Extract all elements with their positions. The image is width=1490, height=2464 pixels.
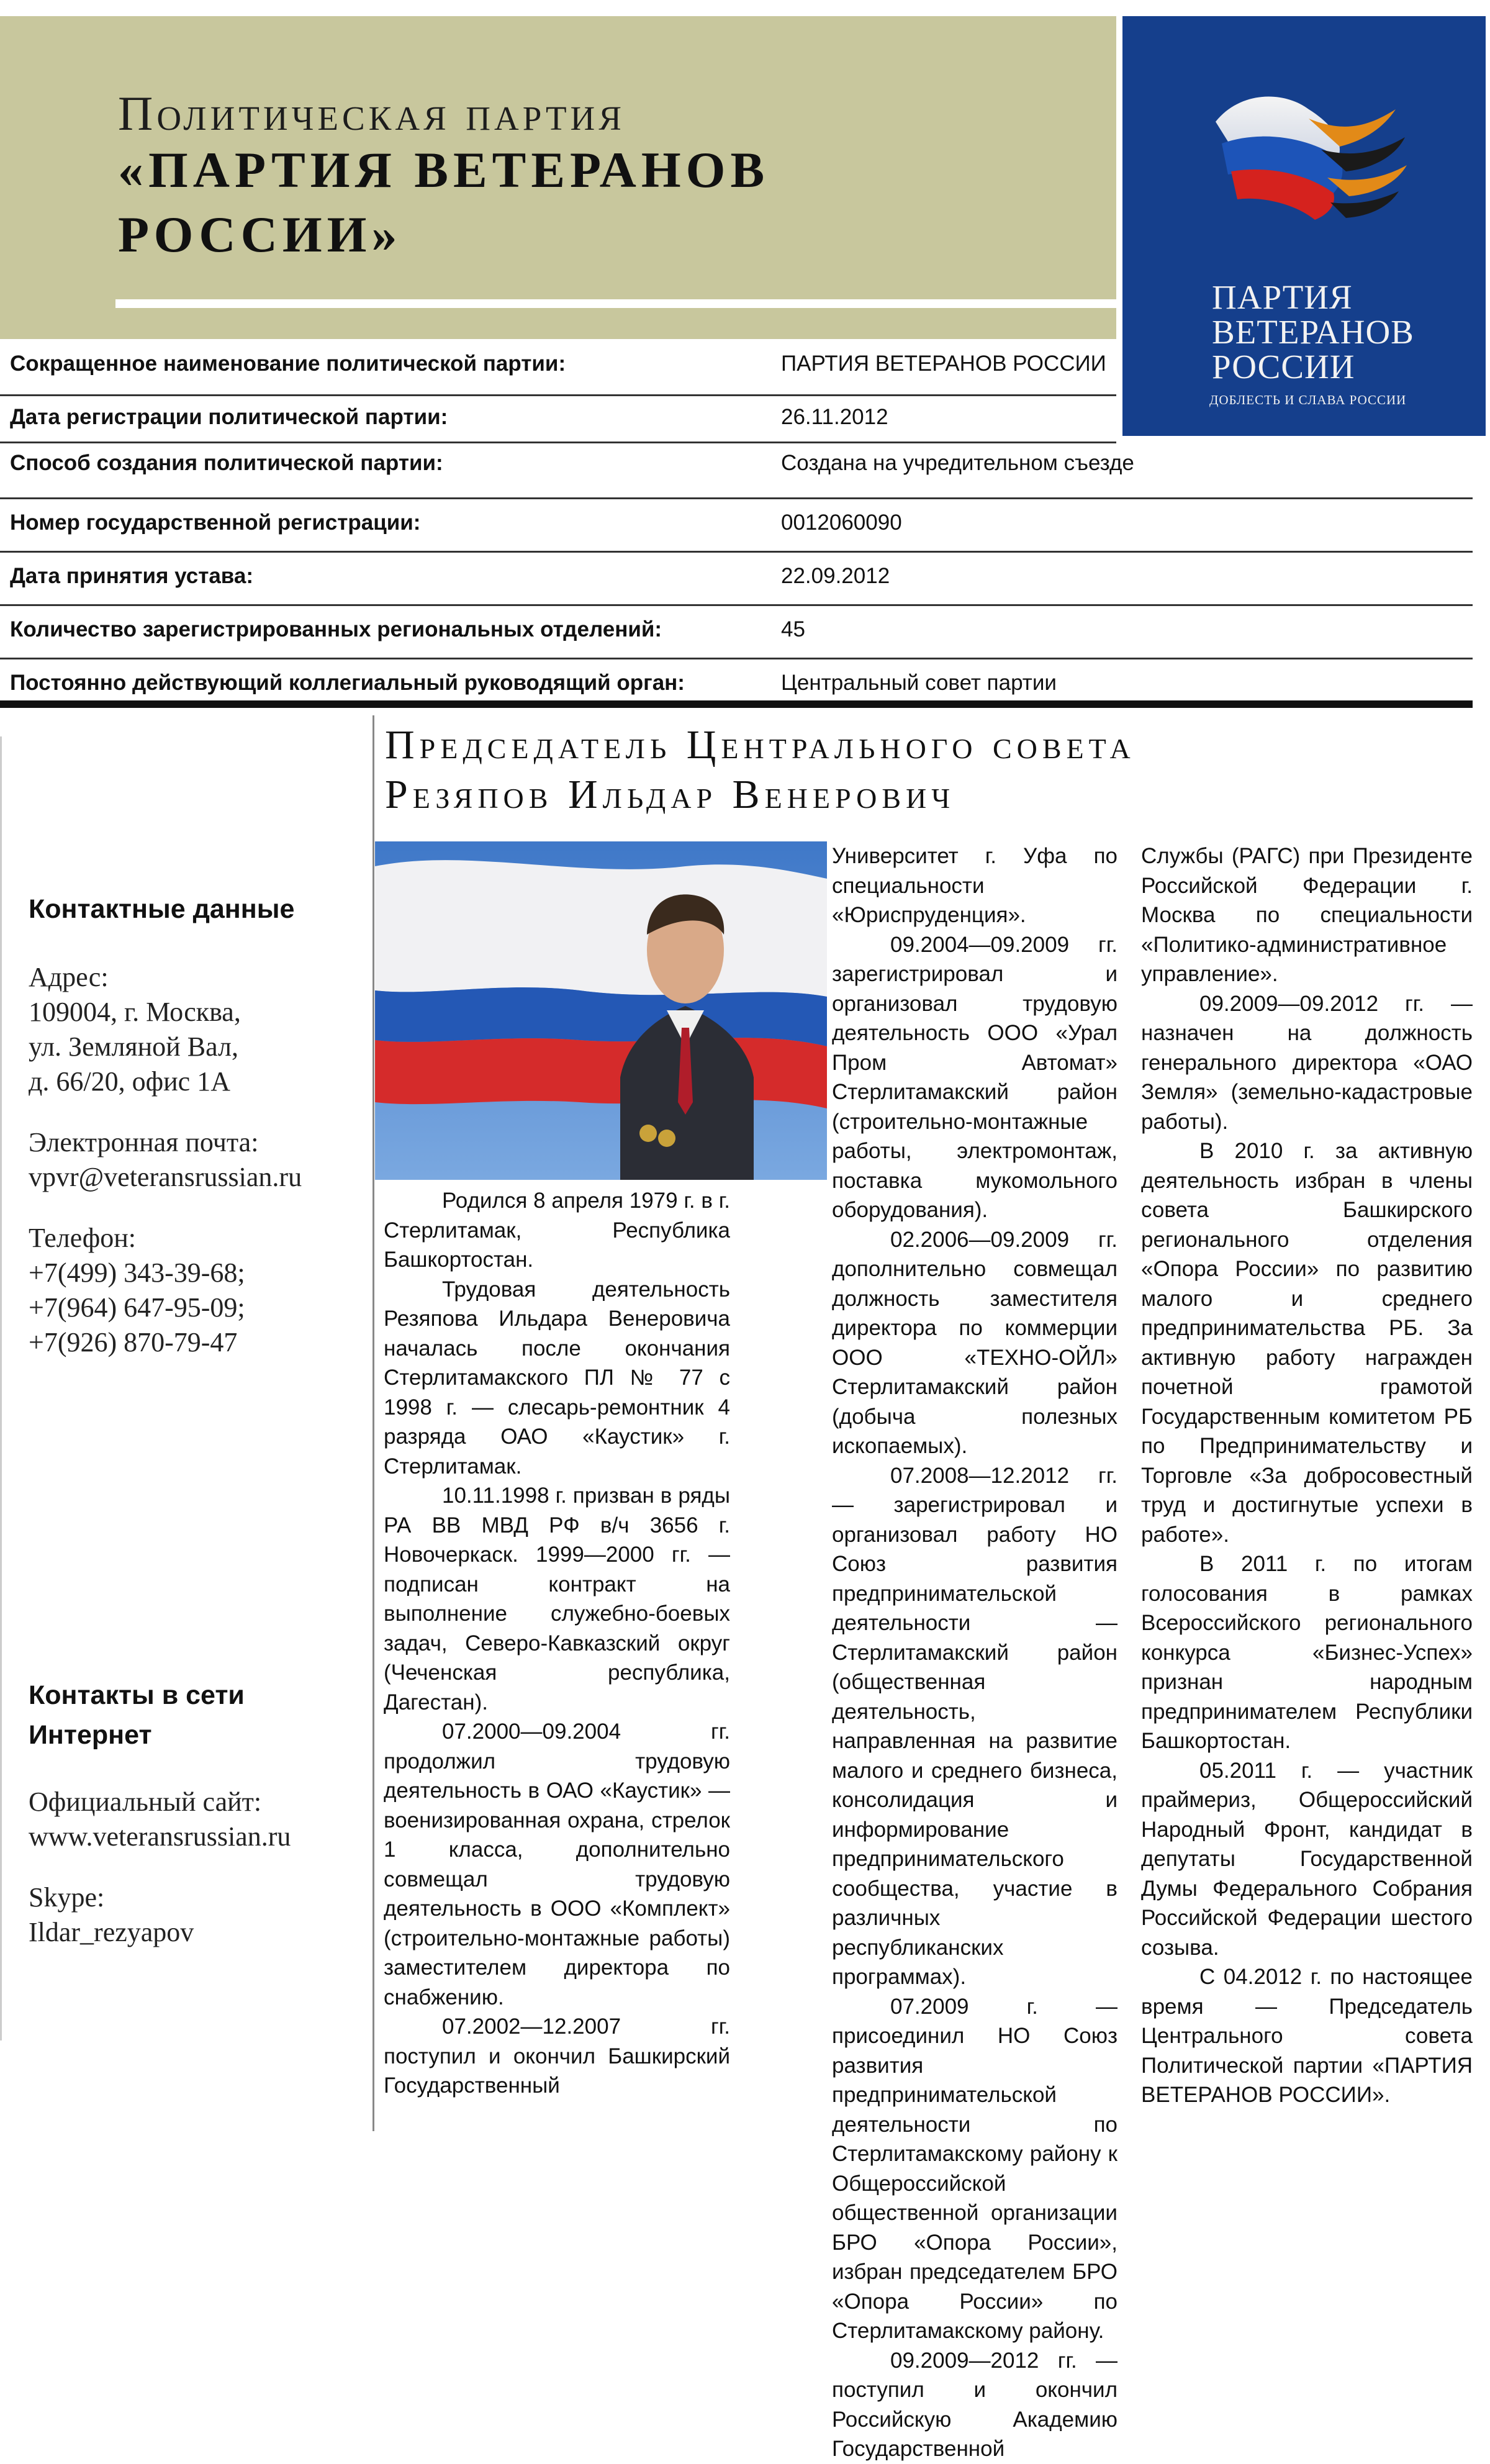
bio-paragraph: Трудовая деятельность Резяпова Ильдара Венеровича началась после окончания Стерлитамакского ПЛ № 77 с 1998 г. — слесарь-ремонтник 4 разряда ОАО «Каустик» г. Стерлитамак. (384, 1277, 730, 1479)
info-value: 22.09.2012 (781, 564, 890, 588)
info-value: 0012060090 (781, 510, 902, 535)
bio-paragraph: 07.2002—12.2007 гг. поступил и окончил Башкирский Государственный (384, 2014, 730, 2098)
info-row-charter-date (0, 553, 1473, 606)
header-title-line1: Политическая партия (118, 86, 625, 140)
info-row-registration-number (0, 499, 1473, 553)
bio-paragraph: 02.2006—09.2009 гг. дополнительно совмещал должность заместителя директора по коммерции ООО «ТЕХНО-ОЙЛ» Стерлитамакский район (добыча полезных ископаемых). (832, 1227, 1118, 1458)
info-label: Дата принятия устава: (10, 564, 253, 588)
chairman-title (385, 720, 1136, 820)
info-row-regional-branches (0, 606, 1473, 659)
info-value: ПАРТИЯ ВЕТЕРАНОВ РОССИИ (781, 351, 1106, 376)
contacts-phones: Телефон: +7(499) 343-39-68; +7(964) 647-95-09; +7(926) 870-79-47 (29, 1221, 364, 1360)
bio-paragraph: 05.2011 г. — участник праймериз, Общероссийский Народный Фронт, кандидат в депутаты Государственной Думы Федерального Собрания Российской Федерации шестого созыва. (1141, 1758, 1473, 1960)
phone-number: +7(499) 343-39-68; (29, 1257, 245, 1288)
contacts-email: Электронная почта: vpvr@veteransrussian.ru (29, 1125, 364, 1195)
info-label: Дата регистрации политической партии: (10, 405, 448, 429)
website-link[interactable]: www.veteransrussian.ru (29, 1821, 291, 1852)
info-label: Постоянно действующий коллегиальный руководящий орган: (10, 671, 685, 695)
email-link[interactable]: vpvr@veteransrussian.ru (29, 1162, 302, 1192)
info-label: Номер государственной регистрации: (10, 510, 421, 535)
phone-number: +7(926) 870-79-47 (29, 1327, 238, 1357)
bio-column-2 (832, 841, 1118, 2461)
phone-number: +7(964) 647-95-09; (29, 1292, 245, 1323)
info-row-governing-body (0, 659, 1473, 702)
info-label: Сокращенное наименование политической партии: (10, 351, 566, 376)
chairman-position: Председатель Центрального совета (385, 722, 1136, 768)
bio-paragraph: 09.2009—09.2012 гг. — назначен на должность генерального директора «ОАО Земля» (земельно-кадастровые работы). (1141, 991, 1473, 1134)
bio-column-3 (1141, 841, 1473, 2130)
bio-paragraph: 09.2004—09.2009 гг. зарегистрировал и организовал трудовую деятельность ООО «Урал Пром Автомат» Стерлитамакский район (строительно-монтажные работы, электромонтаж, поставка мукомольного оборудования). (832, 932, 1118, 1222)
bio-paragraph: Родился 8 апреля 1979 г. в г. Стерлитамак, Республика Башкортостан. (384, 1189, 730, 1272)
bio-column-1 (384, 1186, 730, 2130)
bio-paragraph: С 04.2012 г. по настоящее время — Председатель Центрального совета Политической партии «ПАРТИЯ ВЕТЕРАНОВ РОССИИ». (1141, 1965, 1473, 2107)
logo-party-name: ПАРТИЯ ВЕТЕРАНОВ РОССИИ (1212, 278, 1414, 386)
bio-paragraph: Университет г. Уфа по специальности «Юриспруденция». (832, 844, 1118, 927)
flag-ribbon-icon (1122, 16, 1486, 277)
logo-motto: ДОБЛЕСТЬ И СЛАВА РОССИИ (1209, 392, 1407, 407)
sidebar-divider (372, 715, 374, 2131)
info-row-creation-method (0, 443, 1473, 499)
info-label: Способ создания политической партии: (10, 451, 443, 475)
bio-paragraph: В 2011 г. по итогам голосования в рамках Всероссийского регионального конкурса «Бизнес-Успех» признан народным предпринимателем Республики Башкортостан. (1141, 1552, 1473, 1753)
party-logo (1122, 16, 1486, 436)
contacts-address: Адрес: 109004, г. Москва, ул. Земляной Вал, д. 66/20, офис 1А (29, 962, 241, 1097)
chairman-photo (375, 841, 827, 1180)
contacts-heading: Контактные данные (29, 894, 295, 924)
internet-site: Официальный сайт: www.veteransrussian.ru (29, 1785, 364, 1854)
info-row-short-name (0, 343, 1116, 396)
header-rule (115, 299, 1116, 308)
header-title-line2: «ПАРТИЯ ВЕТЕРАНОВ РОССИИ» (118, 142, 770, 263)
bio-paragraph: 07.2008—12.2012 гг. — зарегистрировал и организовал работу НО Союз развития предпринимательской деятельности — Стерлитамакский район (общественная деятельность, направленная на развитие малого и среднего бизнеса, консолидация и информирование предпринимательского сообщества, участие в различных республиканских программах). (832, 1463, 1118, 1989)
info-value: Центральный совет партии (781, 671, 1057, 695)
bio-paragraph: 07.2009 г. — присоединил НО Союз развития предпринимательской деятельности по Стерлитамакскому району к Общероссийской общественной организации БРО «Опора России», избран председателем БРО «Опора России» по Стерлитамакскому району. (832, 1994, 1118, 2343)
info-value: 45 (781, 617, 805, 641)
bio-paragraph: В 2010 г. за активную деятельность избран в члены совета Башкирского регионального отделения «Опора России» по развитию малого и среднего предпринимательства РБ. За активную работу награжден почетной грамотой Государственным комитетом РБ по Предпринимательству и Торговле «За добросовестный труд и достигнутые успехи в работе». (1141, 1139, 1473, 1547)
info-label: Количество зарегистрированных региональных отделений: (10, 617, 662, 641)
bio-paragraph: Службы (РАГС) при Президенте Российской Федерации г. Москва по специальности «Политико-административное управление». (1141, 844, 1473, 986)
bio-paragraph: 07.2000—09.2004 гг. продолжил трудовую деятельность в ОАО «Каустик» — военизированная охрана, стрелок 1 класса, дополнительно совмещал трудовую деятельность в ООО «Комплект» (строительно-монтажные работы) заместителем директора по снабжению. (384, 1719, 730, 2009)
table-bottom-rule (0, 700, 1473, 708)
info-row-registration-date (0, 396, 1116, 443)
chairman-name: Резяпов Ильдар Венерович (385, 772, 955, 817)
left-margin-rule (0, 736, 2, 2040)
portrait-with-flag-icon (375, 841, 827, 1180)
bio-paragraph: 10.11.1998 г. призван в ряды РА ВВ МВД РФ в/ч 3656 г. Новочеркаск. 1999—2000 гг. — подписан контракт на выполнение служебно-боевых задач, Северо-Кавказский округ (Чеченская республика, Дагестан). (384, 1483, 730, 1714)
info-value: Создана на учредительном съезде (781, 451, 1134, 475)
bio-paragraph: 09.2009—2012 гг. — поступил и окончил Российскую Академию Государственной (832, 2348, 1118, 2461)
internet-skype: Skype: Ildar_rezyapov (29, 1880, 364, 1950)
info-value: 26.11.2012 (781, 405, 888, 429)
skype-id: Ildar_rezyapov (29, 1917, 194, 1947)
internet-heading: Контакты в сети Интернет (29, 1680, 245, 1750)
